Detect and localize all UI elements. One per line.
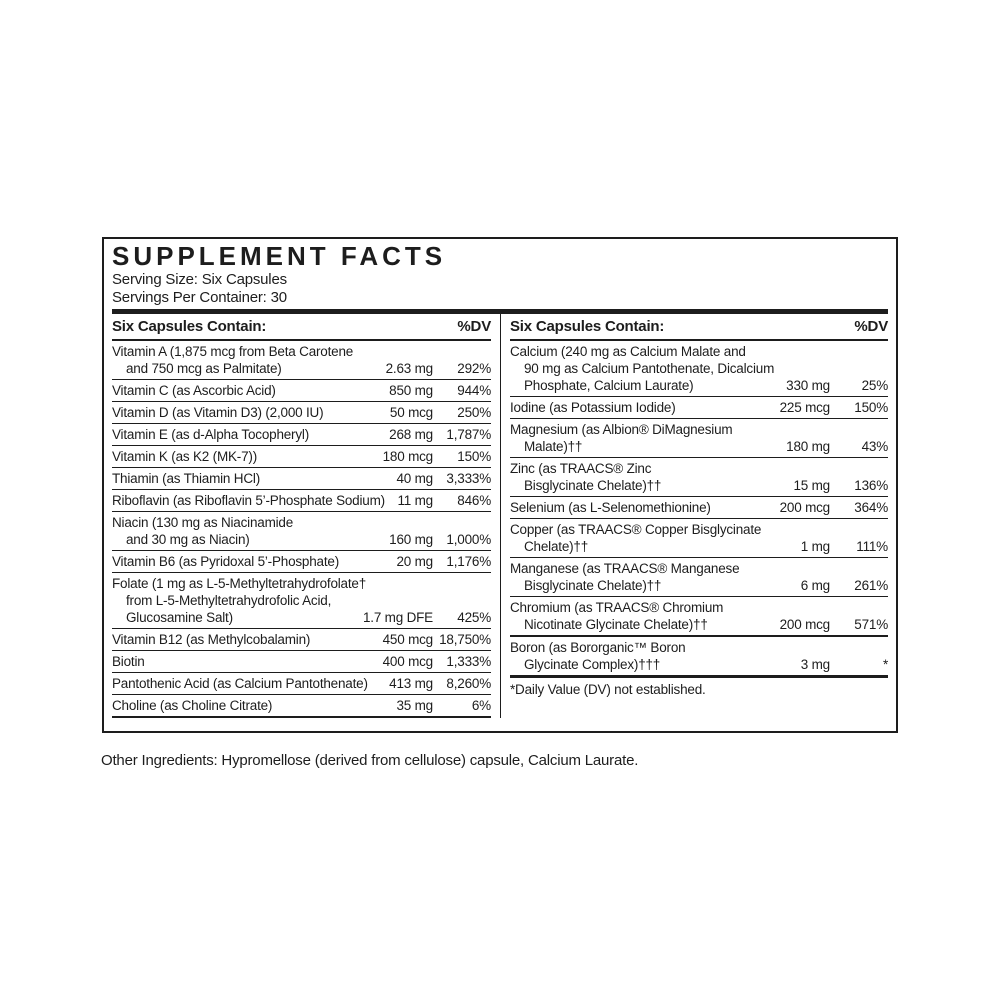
nutrient-amount: 1.7 mg DFE bbox=[362, 610, 433, 626]
nutrient-row bbox=[112, 572, 491, 628]
nutrient-name-line: Iodine (as Potassium Iodide) bbox=[510, 400, 676, 416]
nutrient-name bbox=[510, 460, 756, 494]
nutrient-name-line: Calcium (240 mg as Calcium Malate and bbox=[510, 344, 746, 360]
nutrient-row bbox=[112, 489, 491, 511]
nutrient-name bbox=[510, 421, 756, 455]
nutrient-dv: 571% bbox=[854, 617, 888, 633]
nutrient-name-line: Vitamin E (as d-Alpha Tocopheryl) bbox=[112, 427, 310, 443]
nutrient-name-line: Vitamin D (as Vitamin D3) (2,000 IU) bbox=[112, 405, 324, 421]
nutrient-name bbox=[112, 470, 359, 487]
nutrient-amount: 200 mcg bbox=[779, 500, 830, 516]
nutrient-name-line: Bisglycinate Chelate)†† bbox=[524, 578, 662, 594]
nutrient-row bbox=[112, 467, 491, 489]
nutrient-row bbox=[112, 511, 491, 550]
supplement-facts-panel bbox=[102, 237, 898, 733]
nutrient-name bbox=[112, 343, 359, 377]
nutrient-name-line: Glucosamine Salt) bbox=[126, 610, 233, 626]
nutrient-dv: 364% bbox=[854, 500, 888, 516]
nutrient-name-line: Zinc (as TRAACS® Zinc bbox=[510, 461, 652, 477]
nutrient-dv: 292% bbox=[457, 361, 491, 377]
nutrient-row bbox=[112, 401, 491, 423]
nutrient-amount: 330 mg bbox=[786, 378, 830, 394]
nutrient-dv: 944% bbox=[457, 383, 491, 399]
nutrient-amount: 180 mg bbox=[786, 439, 830, 455]
column-header bbox=[112, 314, 491, 341]
nutrient-dv: 150% bbox=[457, 449, 491, 465]
nutrient-rows-left bbox=[112, 341, 491, 718]
nutrient-name-line: Vitamin K (as K2 (MK-7)) bbox=[112, 449, 257, 465]
nutrient-name-line: 90 mg as Calcium Pantothenate, Dicalcium bbox=[524, 361, 775, 377]
nutrient-name-line: Nicotinate Glycinate Chelate)†† bbox=[524, 617, 708, 633]
nutrient-amount: 200 mcg bbox=[779, 617, 830, 633]
nutrient-name-line: Niacin (130 mg as Niacinamide bbox=[112, 515, 294, 531]
nutrient-name-line: Malate)†† bbox=[524, 439, 583, 455]
nutrient-amount: 11 mg bbox=[397, 493, 433, 509]
nutrient-name-line: Vitamin B6 (as Pyridoxal 5’-Phosphate) bbox=[112, 554, 340, 570]
nutrient-row bbox=[510, 496, 888, 518]
nutrient-name-line: Phosphate, Calcium Laurate) bbox=[524, 378, 694, 394]
nutrient-name bbox=[510, 521, 762, 555]
nutrient-amount: 180 mcg bbox=[382, 449, 433, 465]
nutrient-name-line: Boron (as Bororganic™ Boron bbox=[510, 640, 686, 656]
nutrient-name-line: Vitamin A (1,875 mcg from Beta Carotene bbox=[112, 344, 354, 360]
nutrient-name-line: Choline (as Choline Citrate) bbox=[112, 698, 273, 714]
nutrient-amount: 2.63 mg bbox=[385, 361, 433, 377]
dv-footnote: *Daily Value (DV) not established. bbox=[510, 675, 888, 702]
nutrient-name-line: from L-5-Methyltetrahydrofolic Acid, bbox=[126, 593, 332, 609]
nutrient-name bbox=[510, 343, 775, 394]
nutrient-dv: 43% bbox=[861, 439, 888, 455]
nutrient-row bbox=[510, 596, 888, 635]
nutrient-row bbox=[510, 518, 888, 557]
nutrient-dv: 846% bbox=[457, 493, 491, 509]
nutrient-amount: 225 mcg bbox=[779, 400, 830, 416]
nutrient-name-line: Glycinate Complex)††† bbox=[524, 657, 661, 673]
nutrient-row bbox=[510, 341, 888, 396]
nutrient-amount: 50 mcg bbox=[389, 405, 433, 421]
nutrient-amount: 413 mg bbox=[389, 676, 433, 692]
other-ingredients: Other Ingredients: Hypromellose (derived from cellulose) capsule, Calcium Laurate. bbox=[101, 752, 639, 769]
nutrient-row bbox=[112, 550, 491, 572]
nutrient-row bbox=[510, 457, 888, 496]
nutrient-dv: 3,333% bbox=[446, 471, 491, 487]
nutrient-dv: 261% bbox=[854, 578, 888, 594]
nutrient-dv: 1,000% bbox=[446, 532, 491, 548]
nutrient-amount: 40 mg bbox=[396, 471, 433, 487]
nutrient-name bbox=[510, 399, 756, 416]
servings-per-container: Servings Per Container: 30 bbox=[112, 288, 287, 306]
nutrient-name-line: Magnesium (as Albion® DiMagnesium bbox=[510, 422, 733, 438]
nutrient-dv: 111% bbox=[856, 539, 888, 555]
nutrient-amount: 6 mg bbox=[800, 578, 830, 594]
nutrient-row bbox=[112, 650, 491, 672]
nutrient-name bbox=[510, 499, 756, 516]
nutrient-row bbox=[112, 341, 491, 379]
nutrient-row bbox=[510, 635, 888, 675]
nutrient-name bbox=[112, 697, 359, 714]
nutrient-name bbox=[112, 675, 368, 692]
nutrient-name bbox=[112, 492, 385, 509]
nutrient-name bbox=[112, 631, 359, 648]
nutrient-dv: 136% bbox=[854, 478, 888, 494]
nutrient-name bbox=[112, 514, 359, 548]
nutrient-name bbox=[510, 599, 756, 633]
nutrient-dv: 150% bbox=[854, 400, 888, 416]
nutrient-row bbox=[112, 672, 491, 694]
nutrient-name bbox=[112, 382, 359, 399]
nutrient-row bbox=[112, 628, 491, 650]
column-header-label: Six Capsules Contain: bbox=[112, 318, 267, 336]
nutrient-dv: 1,333% bbox=[446, 654, 491, 670]
nutrient-row bbox=[112, 423, 491, 445]
nutrient-name bbox=[112, 553, 359, 570]
nutrient-name-line: Folate (1 mg as L-5-Methyltetrahydrofolate† bbox=[112, 576, 367, 592]
nutrient-name bbox=[112, 653, 359, 670]
nutrient-dv: 250% bbox=[457, 405, 491, 421]
nutrient-name-line: Copper (as TRAACS® Copper Bisglycinate bbox=[510, 522, 762, 538]
nutrient-dv: * bbox=[882, 657, 888, 673]
nutrient-amount: 850 mg bbox=[389, 383, 433, 399]
nutrient-dv: 18,750% bbox=[439, 632, 491, 648]
nutrient-amount: 268 mg bbox=[389, 427, 433, 443]
nutrient-dv: 6% bbox=[471, 698, 491, 714]
nutrient-name bbox=[510, 639, 756, 673]
nutrient-name-line: Pantothenic Acid (as Calcium Pantothenate) bbox=[112, 676, 368, 692]
nutrient-row bbox=[510, 557, 888, 596]
nutrient-name-line: Selenium (as L-Selenomethionine) bbox=[510, 500, 711, 516]
nutrient-name-line: Chromium (as TRAACS® Chromium bbox=[510, 600, 724, 616]
nutrient-column-left bbox=[112, 314, 500, 718]
nutrient-amount: 35 mg bbox=[396, 698, 433, 714]
nutrient-row bbox=[112, 379, 491, 401]
nutrient-name bbox=[112, 448, 359, 465]
nutrient-name-line: Biotin bbox=[112, 654, 145, 670]
nutrient-row bbox=[510, 418, 888, 457]
nutrient-amount: 15 mg bbox=[793, 478, 830, 494]
nutrient-dv: 8,260% bbox=[446, 676, 491, 692]
nutrient-name bbox=[510, 560, 756, 594]
nutrient-amount: 1 mg bbox=[800, 539, 830, 555]
nutrient-name-line: Riboflavin (as Riboflavin 5’-Phosphate Sodium) bbox=[112, 493, 385, 509]
nutrient-name bbox=[112, 426, 359, 443]
nutrient-amount: 450 mcg bbox=[382, 632, 433, 648]
nutrient-column-right bbox=[500, 314, 888, 718]
nutrient-dv: 1,176% bbox=[446, 554, 491, 570]
nutrient-name-line: Chelate)†† bbox=[524, 539, 589, 555]
nutrient-row bbox=[112, 445, 491, 467]
nutrient-name-line: Bisglycinate Chelate)†† bbox=[524, 478, 662, 494]
column-header bbox=[510, 314, 888, 341]
nutrient-row bbox=[510, 396, 888, 418]
nutrient-amount: 20 mg bbox=[396, 554, 433, 570]
nutrient-name bbox=[112, 575, 367, 626]
panel-title: SUPPLEMENT FACTS bbox=[112, 241, 447, 271]
serving-size: Serving Size: Six Capsules bbox=[112, 271, 287, 289]
nutrient-dv: 1,787% bbox=[446, 427, 491, 443]
nutrient-amount: 160 mg bbox=[389, 532, 433, 548]
column-header-dv: %DV bbox=[457, 318, 491, 336]
nutrient-name bbox=[112, 404, 359, 421]
nutrient-dv: 25% bbox=[861, 378, 888, 394]
nutrient-name-line: Manganese (as TRAACS® Manganese bbox=[510, 561, 740, 577]
nutrient-name-line: Thiamin (as Thiamin HCl) bbox=[112, 471, 260, 487]
column-header-dv: %DV bbox=[854, 318, 888, 336]
column-header-label: Six Capsules Contain: bbox=[510, 318, 665, 336]
nutrient-name-line: Vitamin C (as Ascorbic Acid) bbox=[112, 383, 276, 399]
nutrient-row bbox=[112, 694, 491, 718]
nutrient-name-line: and 30 mg as Niacin) bbox=[126, 532, 250, 548]
nutrient-columns bbox=[112, 314, 888, 731]
nutrient-name-line: and 750 mcg as Palmitate) bbox=[126, 361, 282, 377]
nutrient-dv: 425% bbox=[457, 610, 491, 626]
nutrient-name-line: Vitamin B12 (as Methylcobalamin) bbox=[112, 632, 311, 648]
nutrient-amount: 3 mg bbox=[800, 657, 830, 673]
nutrient-rows-right bbox=[510, 341, 888, 675]
nutrient-amount: 400 mcg bbox=[382, 654, 433, 670]
